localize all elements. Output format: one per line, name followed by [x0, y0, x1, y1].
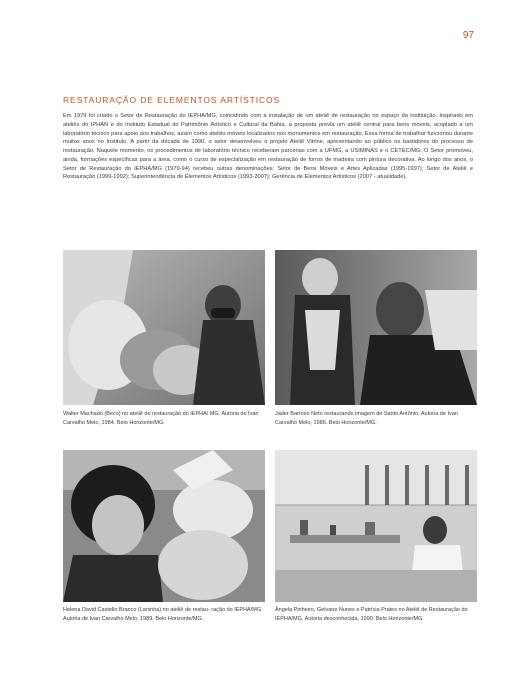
photo-walter-machado [63, 250, 265, 405]
body-paragraph: Em 1979 foi criado o Setor de Restauração do IEPHA/MG, coincidindo com a instalação de um ateliê de restauração no espaço da instituição. Inspirado em ateliês do IPHAN e do Instituto Estadual do Patrimônio Artístico e Cultural da Bahia, a proposta previa um ateliê central para bens móveis, acoplado a um laboratório técnico para apoio aos trabalhos, assim como ateliês móveis localizados nos monumentos em restauração. Essa forma de trabalhar funcionou durante muitos anos no Instituto. A partir da década de 1990, o setor desenvolveu o projeto Ateliê Vitrine, apresentando ao público os bastidores do processo de restauração. Naquele momento, os procedimentos de laboratório técnico receberam parcerias com a UFMG, a USIMINAS e o CETEC/MG. O Setor promoveu, ainda, formações específicas para a área, como o curso de especialização em restauração de forros de madeira com pintura decorativa. Ao longo dos anos, o Setor de Restauração do IEPHA/MG (1979-94) recebeu outras denominações: Setor de Bens Móveis e Artes Aplicadas (1995-1997); Setor de Ateliê e Restauração (1999-1992); Superintendência de Elementos Artísticos (1993-2007); Gerência de Elementos Artísticos (2007 - atualidade). [63, 113, 473, 181]
photo-caption: Helena David Castello Branco (Laninha) no ateliê de restau- ração do IEPHA/MG. Autoria de Ivan Carvalho Melo, 1989. Belo Horizonte/MG. [63, 607, 263, 622]
photo-atelie-restauracao [275, 450, 477, 602]
photo-helena-castello-branco [63, 450, 265, 602]
photo-caption: Jader Barroso Neto restaurando imagem de Santo Antônio. Autoria de Ivan Carvalho Melo, 1986. Belo Horizonte/MG. [275, 411, 458, 426]
photo-jader-barroso [275, 250, 477, 405]
photo-caption: Ângela Pinheiro, Gelvane Nunes e Patrícia Prates no Ateliê de Restauração do IEPHA/MG. Autoria desconhecida, 1990. Belo Horizonte/MG. [275, 607, 468, 622]
page-number: 97 [462, 30, 474, 41]
section-title: RESTAURAÇÃO DE ELEMENTOS ARTÍSTICOS [63, 95, 281, 105]
photo-caption: Walter Machado (Beco) no ateliê de restauração do IEPHA/ MG. Autoria de Ivan Carvalho Melo, 1984. Belo Horizonte/MG. [63, 411, 259, 426]
